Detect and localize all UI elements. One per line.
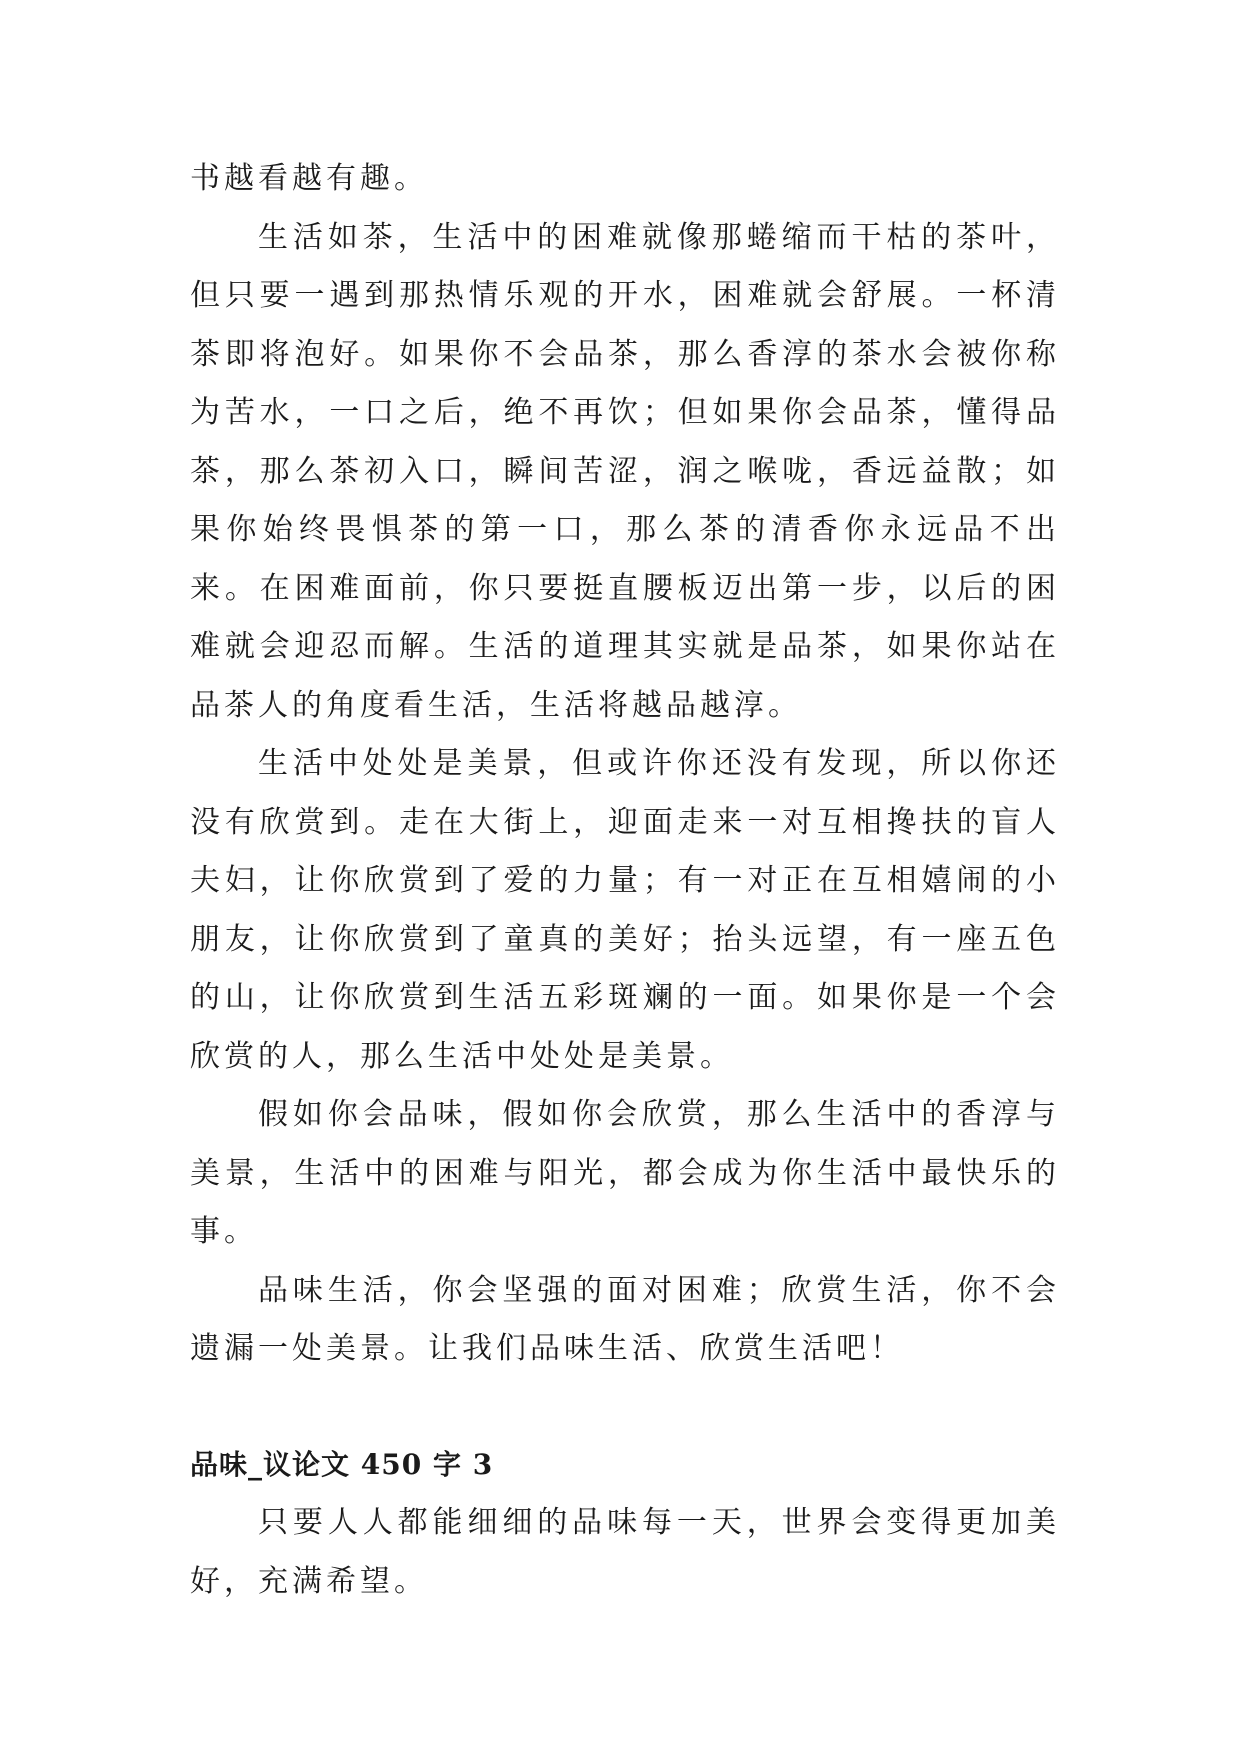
- paragraph-scenery: 生活中处处是美景，但或许你还没有发现，所以你还没有欣赏到。走在大街上，迎面走来一对互相搀扶的盲人夫妇，让你欣赏到了爱的力量；有一对正在互相嬉闹的小朋友，让你欣赏到了童真的美好；抬头远望，有一座五色的山，让你欣赏到生活五彩斑斓的一面。如果你是一个会欣赏的人，那么生活中处处是美景。: [190, 746, 1060, 1074]
- section-title: 品味_议论文 450 字 3: [190, 1447, 494, 1481]
- section-paragraph: 只要人人都能细细的品味每一天，世界会变得更加美好，充满希望。: [190, 1505, 1060, 1599]
- paragraph-appreciate: 假如你会品味，假如你会欣赏，那么生活中的香淳与美景，生活中的困难与阳光，都会成为你生活中最快乐的事。: [190, 1097, 1060, 1249]
- paragraph-conclusion: 品味生活，你会坚强的面对困难；欣赏生活，你不会遗漏一处美景。让我们品味生活、欣赏生活吧！: [190, 1272, 1060, 1366]
- paragraph-continuation: 书越看越有趣。: [190, 161, 428, 196]
- paragraph-tea: 生活如茶，生活中的困难就像那蜷缩而干枯的茶叶，但只要一遇到那热情乐观的开水，困难就会舒展。一杯清茶即将泡好。如果你不会品茶，那么香淳的茶水会被你称为苦水，一口之后，绝不再饮；但如果你会品茶，懂得品茶，那么茶初入口，瞬间苦涩，润之喉咙，香远益散；如果你始终畏惧茶的第一口，那么茶的清香你永远品不出来。在困难面前，你只要挺直腰板迈出第一步，以后的困难就会迎忍而解。生活的道理其实就是品茶，如果你站在品茶人的角度看生活，生活将越品越淳。: [190, 219, 1060, 723]
- document-page: [190, 150, 1060, 1611]
